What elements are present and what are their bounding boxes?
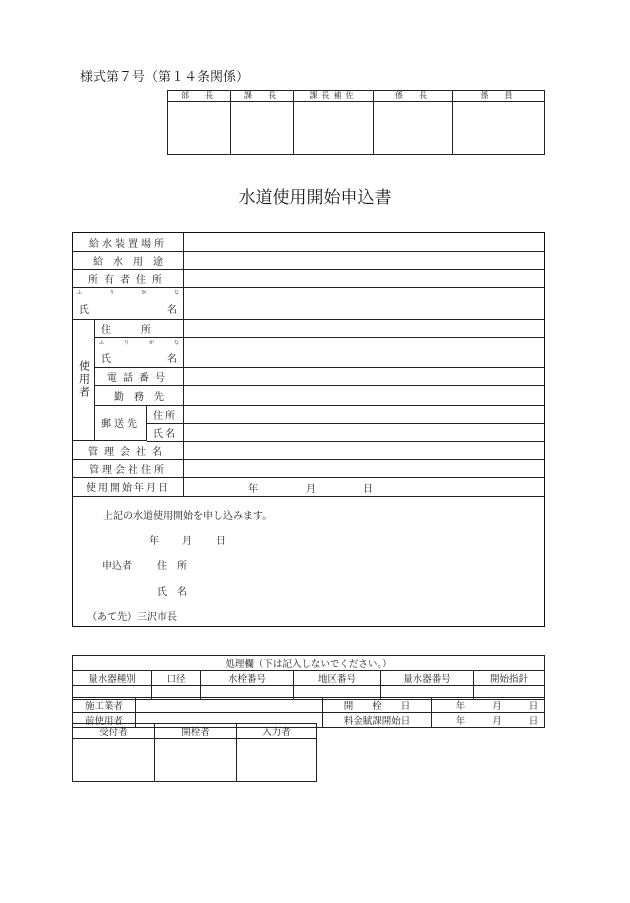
row-user-name[interactable]: [95, 337, 544, 368]
label-contractor: 施工業者: [73, 698, 136, 713]
row-mgmt-company[interactable]: [73, 441, 544, 460]
billing-start-field[interactable]: 年 月 日: [432, 713, 545, 728]
approval-stamp-table: [167, 90, 545, 155]
label-user-work: 勤 務 先: [95, 385, 184, 405]
label-mgmt-address: 管理会社住所: [73, 459, 184, 477]
row-user-address[interactable]: [95, 319, 544, 338]
contractor-field[interactable]: [136, 698, 323, 713]
staff-stamp-box[interactable]: [237, 739, 317, 782]
label-user-group: 使用者: [73, 319, 95, 441]
approval-header: 部 長: [168, 91, 231, 102]
label-prev-user: 前使用者: [73, 713, 136, 728]
row-mailing-address[interactable]: [147, 405, 544, 424]
sign-year-label: 年: [149, 536, 159, 547]
label-billing-start: 料金賦課開始日: [323, 713, 432, 728]
label-supply-location: 給水装置場所: [73, 233, 184, 251]
application-form: [72, 232, 545, 627]
label-owner-address: 所有者住所: [73, 269, 184, 287]
approval-stamp-box[interactable]: [374, 102, 453, 155]
label-open-date: 開 栓 日: [323, 698, 432, 713]
date-month-label: 月: [306, 484, 316, 495]
staff-stamp-box[interactable]: [155, 739, 237, 782]
row-supply-use[interactable]: [73, 251, 544, 270]
approval-header: 係 員: [453, 91, 545, 102]
staff-stamp-box[interactable]: [73, 739, 155, 782]
approval-header: 課 長: [231, 91, 294, 102]
processing-header: 口径: [152, 671, 201, 686]
applicant-name-label: 氏 名: [157, 587, 187, 598]
approval-stamp-box[interactable]: [231, 102, 294, 155]
staff-stamp-table: [72, 723, 317, 782]
page-title: 水道使用開始申込書: [238, 188, 392, 208]
label-mailing-address: 住所: [147, 405, 184, 423]
form-number: 様式第７号（第１４条関係）: [80, 70, 250, 85]
label-user-address: 住 所: [95, 319, 184, 337]
application-statement: 上記の水道使用開始を申し込みます。: [103, 511, 273, 522]
date-year-label: 年: [248, 484, 258, 495]
sign-day-label: 日: [216, 536, 226, 547]
open-date-field[interactable]: 年 月 日: [432, 698, 545, 713]
row-mailing-name[interactable]: [147, 423, 544, 442]
row-user-work[interactable]: [95, 385, 544, 406]
processing-header: 量水器番号: [381, 671, 474, 686]
row-mgmt-address[interactable]: [73, 459, 544, 478]
approval-stamp-box[interactable]: [168, 102, 231, 155]
label-user-name: ふ り が な 氏 名: [95, 337, 184, 367]
row-start-date[interactable]: [73, 477, 544, 497]
processing-header: 量水器種別: [73, 671, 152, 686]
processing-caption: 処理欄（下は記入しないでください。）: [73, 656, 545, 671]
staff-header: 入力者: [237, 724, 317, 739]
staff-header: 受付者: [73, 724, 155, 739]
row-owner-address[interactable]: [73, 269, 544, 288]
approval-stamp-box[interactable]: [294, 102, 374, 155]
addressee: （あて先）三沢市長: [87, 612, 177, 623]
furigana-guide: ふ り が な: [77, 290, 179, 296]
label-supply-use: 給 水 用 途: [73, 251, 184, 269]
label-mailing: 郵送先: [95, 405, 147, 441]
processing-header: 開始指針: [474, 671, 545, 686]
processing-header: 地区番号: [294, 671, 381, 686]
label-mailing-name: 氏名: [147, 423, 184, 441]
label-start-date: 使用開始年月日: [73, 477, 184, 496]
approval-header: 課長補佐: [294, 91, 374, 102]
staff-header: 開栓者: [155, 724, 237, 739]
label-user-phone: 電話番号: [95, 367, 184, 385]
row-owner-name[interactable]: [73, 287, 544, 320]
row-supply-location[interactable]: [73, 233, 544, 252]
label-owner-name: ふ り が な 氏 名: [73, 287, 184, 319]
sign-month-label: 月: [182, 536, 192, 547]
processing-table: [72, 655, 545, 700]
label-mgmt-company: 管理会社名: [73, 441, 184, 459]
processing-header: 水栓番号: [201, 671, 294, 686]
date-day-label: 日: [363, 484, 373, 495]
applicant-address-label: 住 所: [157, 561, 187, 572]
approval-header: 係 長: [374, 91, 453, 102]
row-user-phone[interactable]: [95, 367, 544, 386]
furigana-guide: ふ り が な: [99, 340, 179, 346]
approval-stamp-box[interactable]: [453, 102, 545, 155]
applicant-label: 申込者: [102, 561, 132, 572]
